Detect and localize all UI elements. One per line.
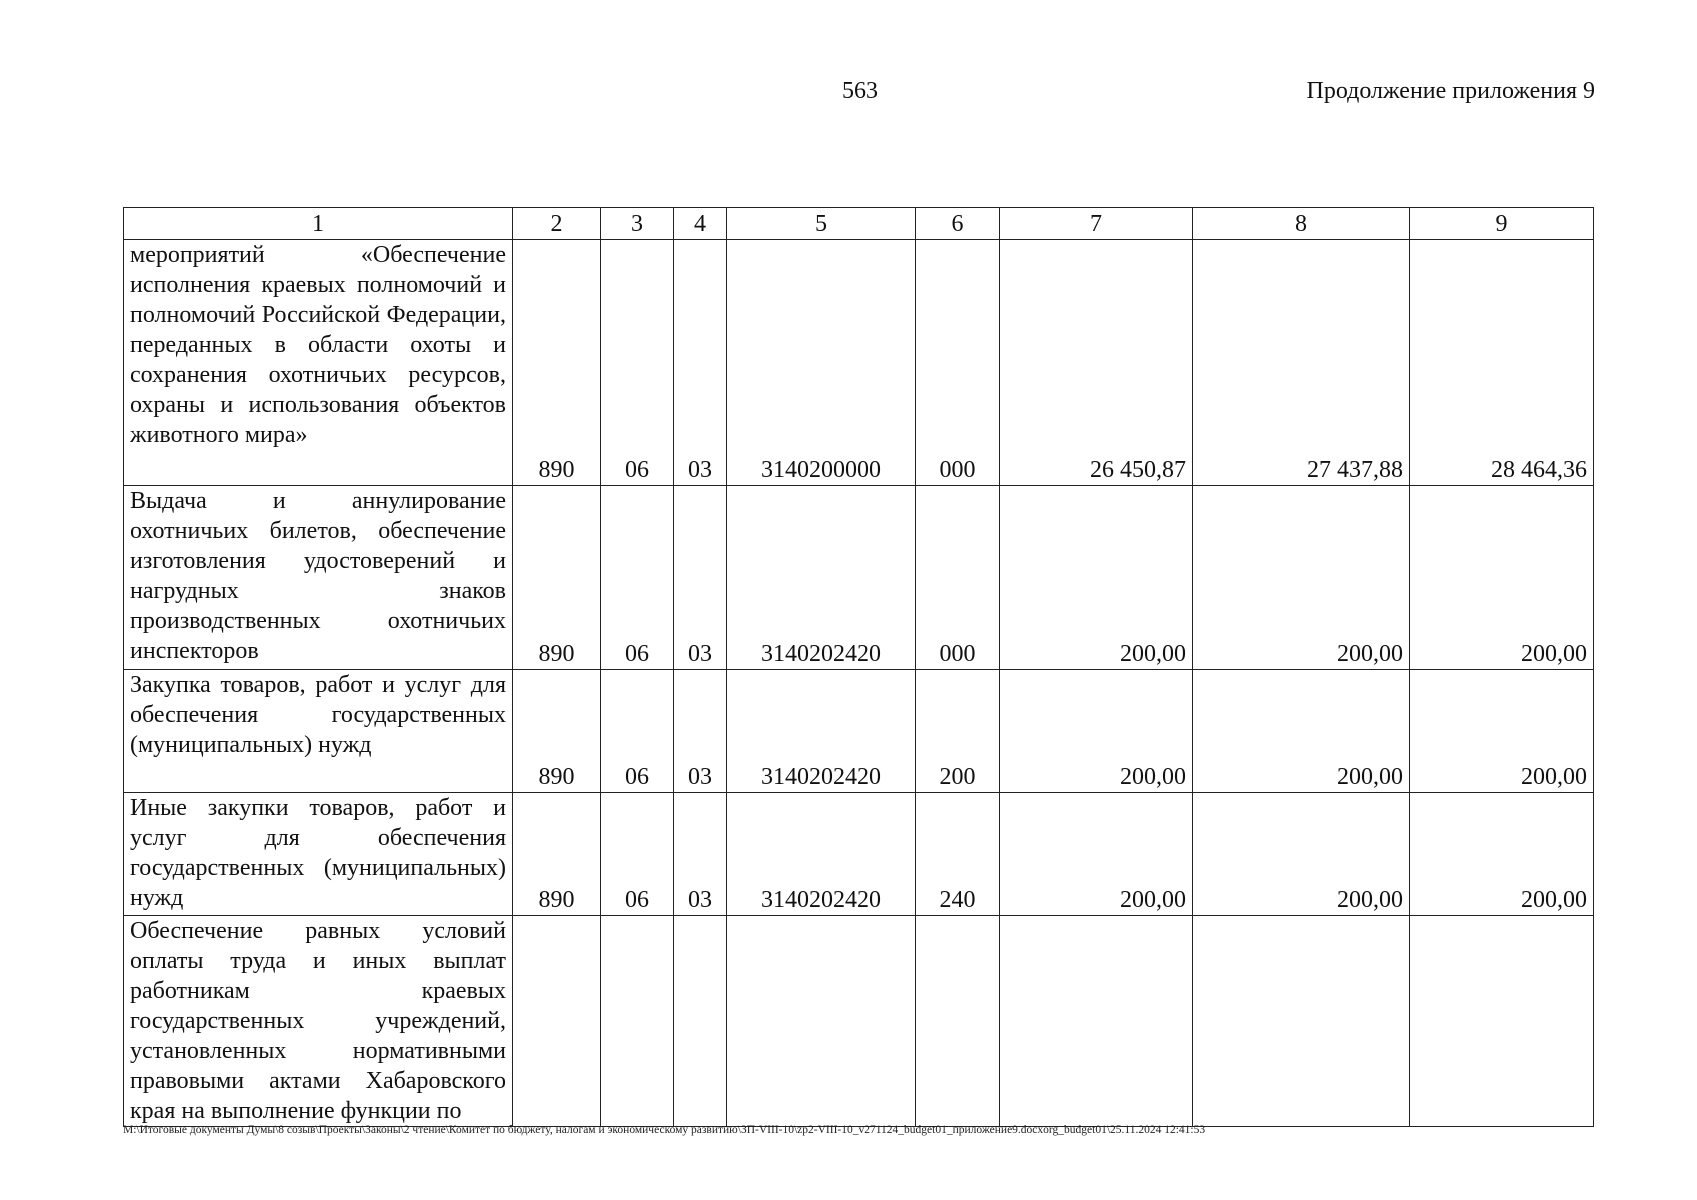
cell-col-3	[601, 916, 674, 1127]
row-name	[124, 916, 513, 1127]
cell-col-3: 06	[601, 793, 674, 916]
cell-col-4: 03	[674, 670, 727, 793]
cell-col-7: 200,00	[1000, 670, 1193, 793]
cell-col-9: 200,00	[1410, 486, 1594, 670]
row-name	[124, 793, 513, 916]
cell-col-5: 3140202420	[727, 670, 916, 793]
cell-col-6: 200	[916, 670, 1000, 793]
column-header-1: 1	[124, 208, 513, 240]
cell-col-6	[916, 916, 1000, 1127]
cell-col-6: 240	[916, 793, 1000, 916]
cell-col-2: 890	[513, 670, 601, 793]
cell-col-8	[1193, 916, 1410, 1127]
cell-col-8: 27 437,88	[1193, 240, 1410, 486]
cell-col-5: 3140202420	[727, 793, 916, 916]
cell-col-5	[727, 916, 916, 1127]
cell-col-6: 000	[916, 240, 1000, 486]
cell-col-3: 06	[601, 486, 674, 670]
cell-col-7: 200,00	[1000, 793, 1193, 916]
table-row	[124, 240, 1594, 486]
page-number: 563	[842, 78, 878, 104]
column-header-4: 4	[674, 208, 727, 240]
cell-col-5: 3140202420	[727, 486, 916, 670]
cell-col-4: 03	[674, 793, 727, 916]
column-header-3: 3	[601, 208, 674, 240]
cell-col-2: 890	[513, 486, 601, 670]
cell-col-7	[1000, 916, 1193, 1127]
budget-table	[123, 207, 1594, 1127]
table-row	[124, 916, 1594, 1127]
cell-col-9: 200,00	[1410, 793, 1594, 916]
cell-col-8: 200,00	[1193, 486, 1410, 670]
cell-col-4: 03	[674, 240, 727, 486]
cell-col-7: 200,00	[1000, 486, 1193, 670]
cell-col-3: 06	[601, 240, 674, 486]
cell-col-2	[513, 916, 601, 1127]
column-header-8: 8	[1193, 208, 1410, 240]
row-name	[124, 240, 513, 486]
row-name-text: Иные закупки товаров, работ и услуг для обеспечения государственных (муниципальных) нужд	[130, 795, 506, 911]
cell-col-4	[674, 916, 727, 1127]
cell-col-6: 000	[916, 486, 1000, 670]
appendix-caption: Продолжение приложения 9	[1306, 78, 1595, 104]
cell-col-9: 28 464,36	[1410, 240, 1594, 486]
column-header-2: 2	[513, 208, 601, 240]
cell-col-4: 03	[674, 486, 727, 670]
cell-col-8: 200,00	[1193, 670, 1410, 793]
cell-col-9	[1410, 916, 1594, 1127]
cell-col-9: 200,00	[1410, 670, 1594, 793]
table-row	[124, 486, 1594, 670]
column-header-6: 6	[916, 208, 1000, 240]
row-name	[124, 486, 513, 670]
table-header-row	[124, 208, 1594, 240]
cell-col-2: 890	[513, 240, 601, 486]
column-header-5: 5	[727, 208, 916, 240]
cell-col-7: 26 450,87	[1000, 240, 1193, 486]
table-row	[124, 793, 1594, 916]
document-file-path: М:\Итоговые документы Думы\8 созыв\Проекты\Законы\2 чтение\Комитет по бюджету, налогам и экономическому развитию\ЗП-VIII-10\zp2-VIII-10_v271124_budget01_приложение9.docxorg_budget01\25.11.2024 12:41:53	[123, 1124, 1206, 1136]
column-header-7: 7	[1000, 208, 1193, 240]
cell-col-3: 06	[601, 670, 674, 793]
row-name-text: Закупка товаров, работ и услуг для обеспечения государственных (муниципальных) нужд	[130, 672, 506, 758]
row-name-text: Обеспечение равных условий оплаты труда и иных выплат работникам краевых государственных учреждений, установленных нормативными правовыми актами Хабаровского края на выполнение функции по	[130, 918, 506, 1124]
row-name-text: Выдача и аннулирование охотничьих билетов, обеспечение изготовления удостоверений и нагрудных знаков производственных охотничьих инспекторов	[130, 488, 506, 664]
cell-col-5: 3140200000	[727, 240, 916, 486]
cell-col-8: 200,00	[1193, 793, 1410, 916]
table-row	[124, 670, 1594, 793]
cell-col-2: 890	[513, 793, 601, 916]
row-name	[124, 670, 513, 793]
column-header-9: 9	[1410, 208, 1594, 240]
row-name-text: мероприятий «Обеспечение исполнения краевых полномочий и полномочий Российской Федерации, переданных в области охоты и сохранения охотничьих ресурсов, охраны и использования объектов животного мира»	[130, 242, 506, 448]
